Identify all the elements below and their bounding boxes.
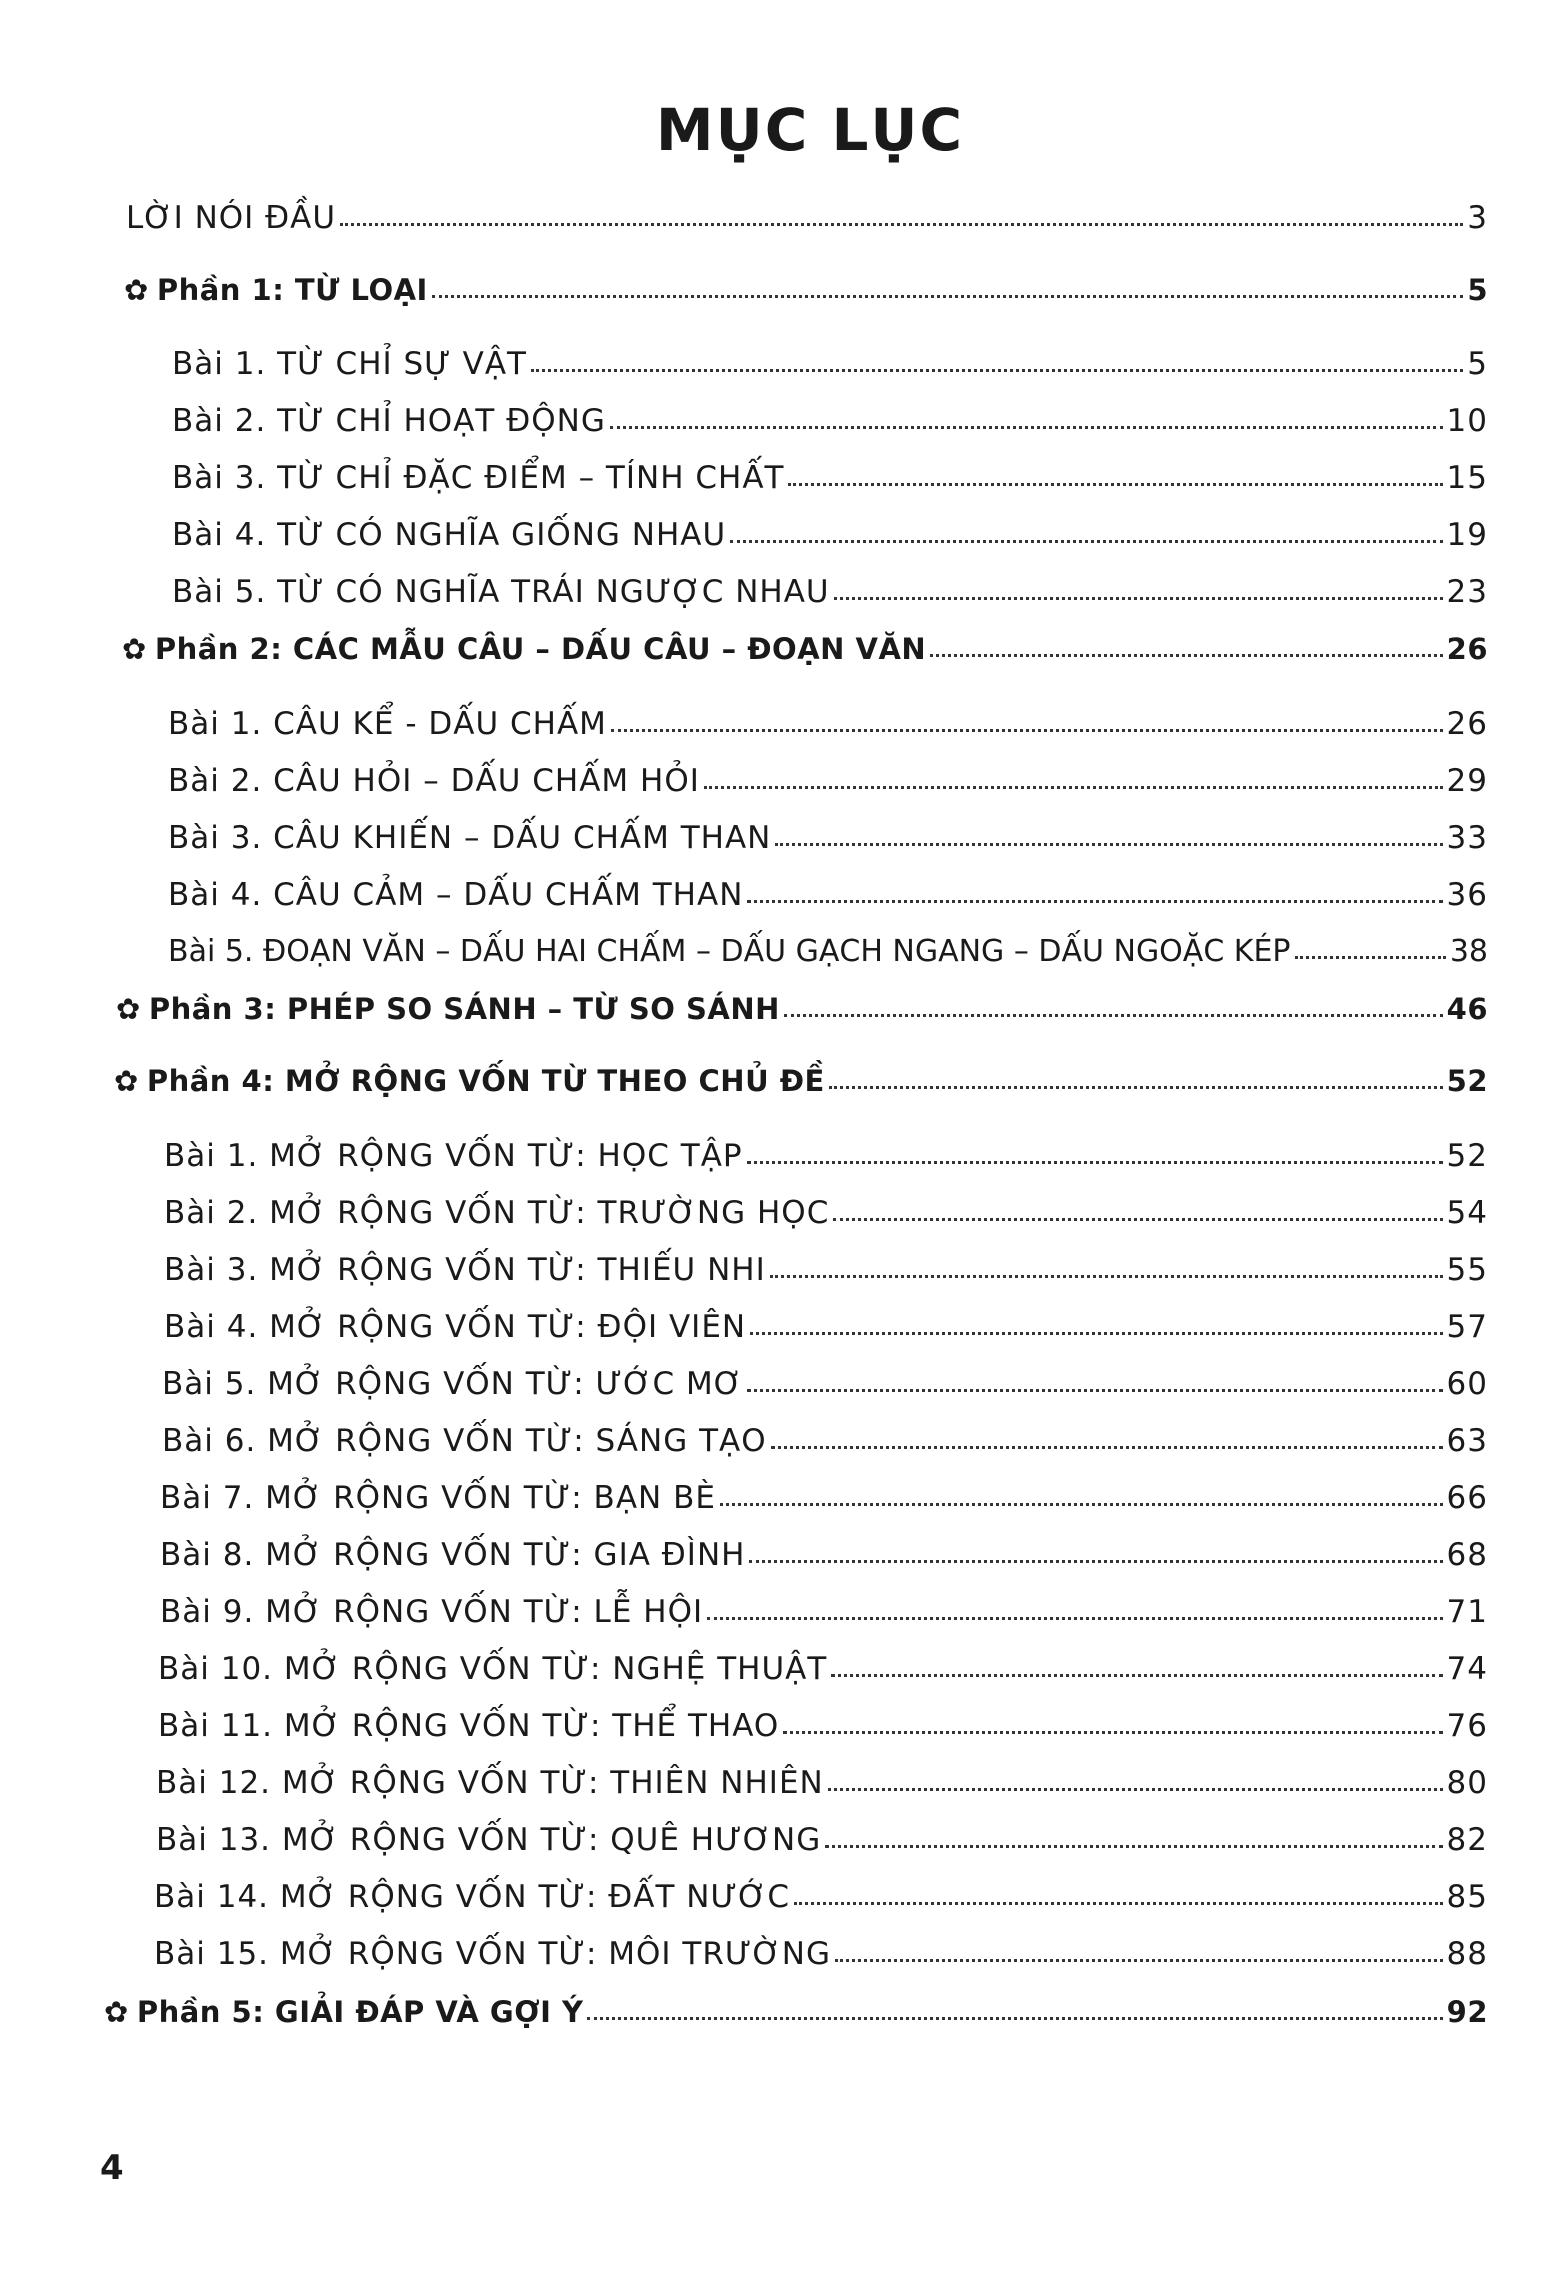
toc-entry-lesson[interactable] (156, 1765, 1488, 1801)
toc-entry-page: 38 (1449, 934, 1488, 969)
toc-entry-lesson[interactable] (168, 934, 1488, 969)
toc-entry-label: Bài 2. TỪ CHỈ HOẠT ĐỘNG (172, 403, 606, 439)
toc-entry-label: Bài 3. MỞ RỘNG VỐN TỪ: THIẾU NHI (164, 1252, 766, 1288)
toc-entry-lesson[interactable] (158, 1651, 1488, 1687)
toc-entry-label: Bài 14. MỞ RỘNG VỐN TỪ: ĐẤT NƯỚC (154, 1879, 791, 1915)
flower-bullet-icon: ✿ (114, 1064, 139, 1098)
dot-leader (794, 1902, 1443, 1905)
dot-leader (747, 1389, 1443, 1392)
dot-leader (784, 1014, 1443, 1017)
toc-entry-label: Bài 1. TỪ CHỈ SỰ VẬT (172, 346, 527, 382)
toc-entry-label: Phần 1: TỪ LOẠI (156, 273, 428, 307)
toc-entry-label: Bài 3. CÂU KHIẾN – DẤU CHẤM THAN (168, 820, 772, 856)
toc-entry-lesson[interactable] (172, 346, 1488, 382)
toc-entry-label: Bài 5. TỪ CÓ NGHĨA TRÁI NGƯỢC NHAU (172, 574, 830, 610)
dot-leader (750, 1332, 1442, 1335)
dot-leader (930, 654, 1442, 657)
toc-entry-page: 26 (1446, 706, 1488, 742)
toc-entry-label: Bài 15. MỞ RỘNG VỐN TỪ: MÔI TRƯỜNG (154, 1936, 832, 1972)
dot-leader (730, 540, 1442, 543)
toc-entry-label: Bài 4. CÂU CẢM – DẤU CHẤM THAN (168, 877, 744, 913)
toc-entry-label: Bài 11. MỞ RỘNG VỐN TỪ: THỂ THAO (158, 1708, 780, 1744)
toc-entry-page: 68 (1446, 1537, 1488, 1573)
toc-entry-label: Bài 3. TỪ CHỈ ĐẶC ĐIỂM – TÍNH CHẤT (172, 460, 785, 496)
dot-leader (611, 729, 1443, 732)
toc-entry-lesson[interactable] (162, 1423, 1488, 1459)
toc-entry-page: 63 (1446, 1423, 1488, 1459)
toc-entry-lesson[interactable] (162, 1366, 1488, 1402)
page-number: 4 (100, 2148, 124, 2188)
toc-entry-page: 46 (1446, 992, 1488, 1026)
toc-entry-lesson[interactable] (172, 403, 1488, 439)
dot-leader (835, 1959, 1443, 1962)
dot-leader (775, 843, 1442, 846)
flower-bullet-icon: ✿ (124, 273, 149, 307)
toc-entry-lesson[interactable] (172, 517, 1488, 553)
toc-entry-page: 82 (1446, 1822, 1488, 1858)
toc-entry-label: Bài 13. MỞ RỘNG VỐN TỪ: QUÊ HƯƠNG (156, 1822, 822, 1858)
toc-entry-intro[interactable] (126, 200, 1488, 236)
toc-entry-lesson[interactable] (172, 460, 1488, 496)
toc-entry-page: 76 (1446, 1708, 1488, 1744)
toc-entry-page: 80 (1446, 1765, 1488, 1801)
toc-entry-page: 57 (1446, 1309, 1488, 1345)
toc-entry-lesson[interactable] (164, 1309, 1488, 1345)
dot-leader (610, 426, 1443, 429)
toc-entry-label: Bài 2. MỞ RỘNG VỐN TỪ: TRƯỜNG HỌC (164, 1195, 830, 1231)
toc-entry-page: 88 (1446, 1936, 1488, 1972)
dot-leader (531, 369, 1463, 372)
toc-entry-lesson[interactable] (160, 1480, 1488, 1516)
toc-entry-page: 54 (1446, 1195, 1488, 1231)
toc-entry-page: 92 (1446, 1995, 1488, 2029)
toc-entry-label: Phần 3: PHÉP SO SÁNH – TỪ SO SÁNH (148, 992, 780, 1026)
dot-leader (747, 900, 1442, 903)
dot-leader (828, 1788, 1443, 1791)
toc-part-2[interactable] (122, 632, 1488, 666)
toc-entry-label: Phần 5: GIẢI ĐÁP VÀ GỢI Ý (136, 1995, 584, 2029)
toc-entry-lesson[interactable] (168, 820, 1488, 856)
dot-leader (720, 1503, 1443, 1506)
toc-entry-lesson[interactable] (168, 877, 1488, 913)
toc-entry-page: 74 (1446, 1651, 1488, 1687)
toc-entry-lesson[interactable] (168, 763, 1488, 799)
toc-part-1[interactable] (124, 273, 1488, 307)
toc-entry-page: 3 (1467, 200, 1488, 236)
toc-entry-label: Bài 10. MỞ RỘNG VỐN TỪ: NGHỆ THUẬT (158, 1651, 828, 1687)
toc-entry-page: 71 (1446, 1594, 1488, 1630)
dot-leader (749, 1560, 1442, 1563)
dot-leader (432, 295, 1463, 298)
flower-bullet-icon: ✿ (104, 1995, 129, 2029)
toc-part-5[interactable] (104, 1995, 1488, 2029)
toc-entry-lesson[interactable] (164, 1252, 1488, 1288)
toc-part-4[interactable] (114, 1064, 1488, 1098)
toc-entry-page: 33 (1446, 820, 1488, 856)
toc-entry-label: Bài 12. MỞ RỘNG VỐN TỪ: THIÊN NHIÊN (156, 1765, 824, 1801)
toc-entry-page: 26 (1446, 632, 1488, 666)
toc-entry-lesson[interactable] (168, 706, 1488, 742)
dot-leader (771, 1446, 1443, 1449)
toc-entry-page: 5 (1467, 346, 1488, 382)
toc-entry-page: 55 (1446, 1252, 1488, 1288)
toc-entry-lesson[interactable] (154, 1936, 1488, 1972)
toc-entry-lesson[interactable] (160, 1537, 1488, 1573)
flower-bullet-icon: ✿ (116, 992, 141, 1026)
toc-entry-label: Bài 9. MỞ RỘNG VỐN TỪ: LỄ HỘI (160, 1594, 704, 1630)
toc-entry-label: Phần 4: MỞ RỘNG VỐN TỪ THEO CHỦ ĐỀ (146, 1064, 825, 1098)
dot-leader (770, 1275, 1443, 1278)
toc-entry-label: Phần 2: CÁC MẪU CÂU – DẤU CÂU – ĐOẠN VĂN (154, 632, 927, 666)
toc-entry-label: LỜI NÓI ĐẦU (126, 200, 337, 236)
toc-entry-lesson[interactable] (158, 1708, 1488, 1744)
toc-part-3[interactable] (116, 992, 1488, 1026)
toc-entry-label: Bài 4. MỞ RỘNG VỐN TỪ: ĐỘI VIÊN (164, 1309, 747, 1345)
toc-entry-page: 5 (1467, 273, 1488, 307)
toc-entry-page: 52 (1446, 1138, 1488, 1174)
toc-entry-page: 36 (1446, 877, 1488, 913)
toc-entry-label: Bài 1. CÂU KỂ - DẤU CHẤM (168, 706, 607, 742)
toc-entry-label: Bài 6. MỞ RỘNG VỐN TỪ: SÁNG TẠO (162, 1423, 767, 1459)
dot-leader (783, 1731, 1442, 1734)
toc-entry-page: 23 (1446, 574, 1488, 610)
dot-leader (831, 1674, 1442, 1677)
toc-entry-page: 66 (1446, 1480, 1488, 1516)
toc-entry-label: Bài 5. MỞ RỘNG VỐN TỪ: ƯỚC MƠ (162, 1366, 744, 1402)
dot-leader (833, 1218, 1442, 1221)
dot-leader (707, 1617, 1442, 1620)
toc-entry-lesson[interactable] (164, 1138, 1488, 1174)
toc-entry-page: 10 (1446, 403, 1488, 439)
toc-entry-page: 29 (1446, 763, 1488, 799)
toc-entry-label: Bài 1. MỞ RỘNG VỐN TỪ: HỌC TẬP (164, 1138, 743, 1174)
toc-entry-lesson[interactable] (156, 1822, 1488, 1858)
toc-entry-page: 52 (1446, 1064, 1488, 1098)
dot-leader (825, 1845, 1442, 1848)
page-title: MỤC LỤC (655, 96, 965, 164)
toc-entry-lesson[interactable] (160, 1594, 1488, 1630)
dot-leader (1295, 956, 1446, 959)
toc-entry-lesson[interactable] (164, 1195, 1488, 1231)
toc-entry-label: Bài 5. ĐOẠN VĂN – DẤU HAI CHẤM – DẤU GẠCH NGANG – DẤU NGOẶC KÉP (168, 934, 1291, 969)
dot-leader (747, 1161, 1443, 1164)
toc-entry-page: 85 (1446, 1879, 1488, 1915)
toc-entry-page: 19 (1446, 517, 1488, 553)
dot-leader (587, 2017, 1442, 2020)
toc-entry-label: Bài 4. TỪ CÓ NGHĨA GIỐNG NHAU (172, 517, 727, 553)
flower-bullet-icon: ✿ (122, 632, 147, 666)
toc-entry-label: Bài 7. MỞ RỘNG VỐN TỪ: BẠN BÈ (160, 1480, 716, 1516)
toc-entry-lesson[interactable] (154, 1879, 1488, 1915)
dot-leader (829, 1086, 1443, 1089)
toc-entry-label: Bài 8. MỞ RỘNG VỐN TỪ: GIA ĐÌNH (160, 1537, 746, 1573)
toc-entry-page: 60 (1446, 1366, 1488, 1402)
dot-leader (788, 483, 1442, 486)
toc-entry-label: Bài 2. CÂU HỎI – DẤU CHẤM HỎI (168, 763, 700, 799)
dot-leader (704, 786, 1443, 789)
dot-leader (340, 223, 1463, 226)
toc-entry-lesson[interactable] (172, 574, 1488, 610)
toc-entry-page: 15 (1446, 460, 1488, 496)
dot-leader (834, 597, 1443, 600)
